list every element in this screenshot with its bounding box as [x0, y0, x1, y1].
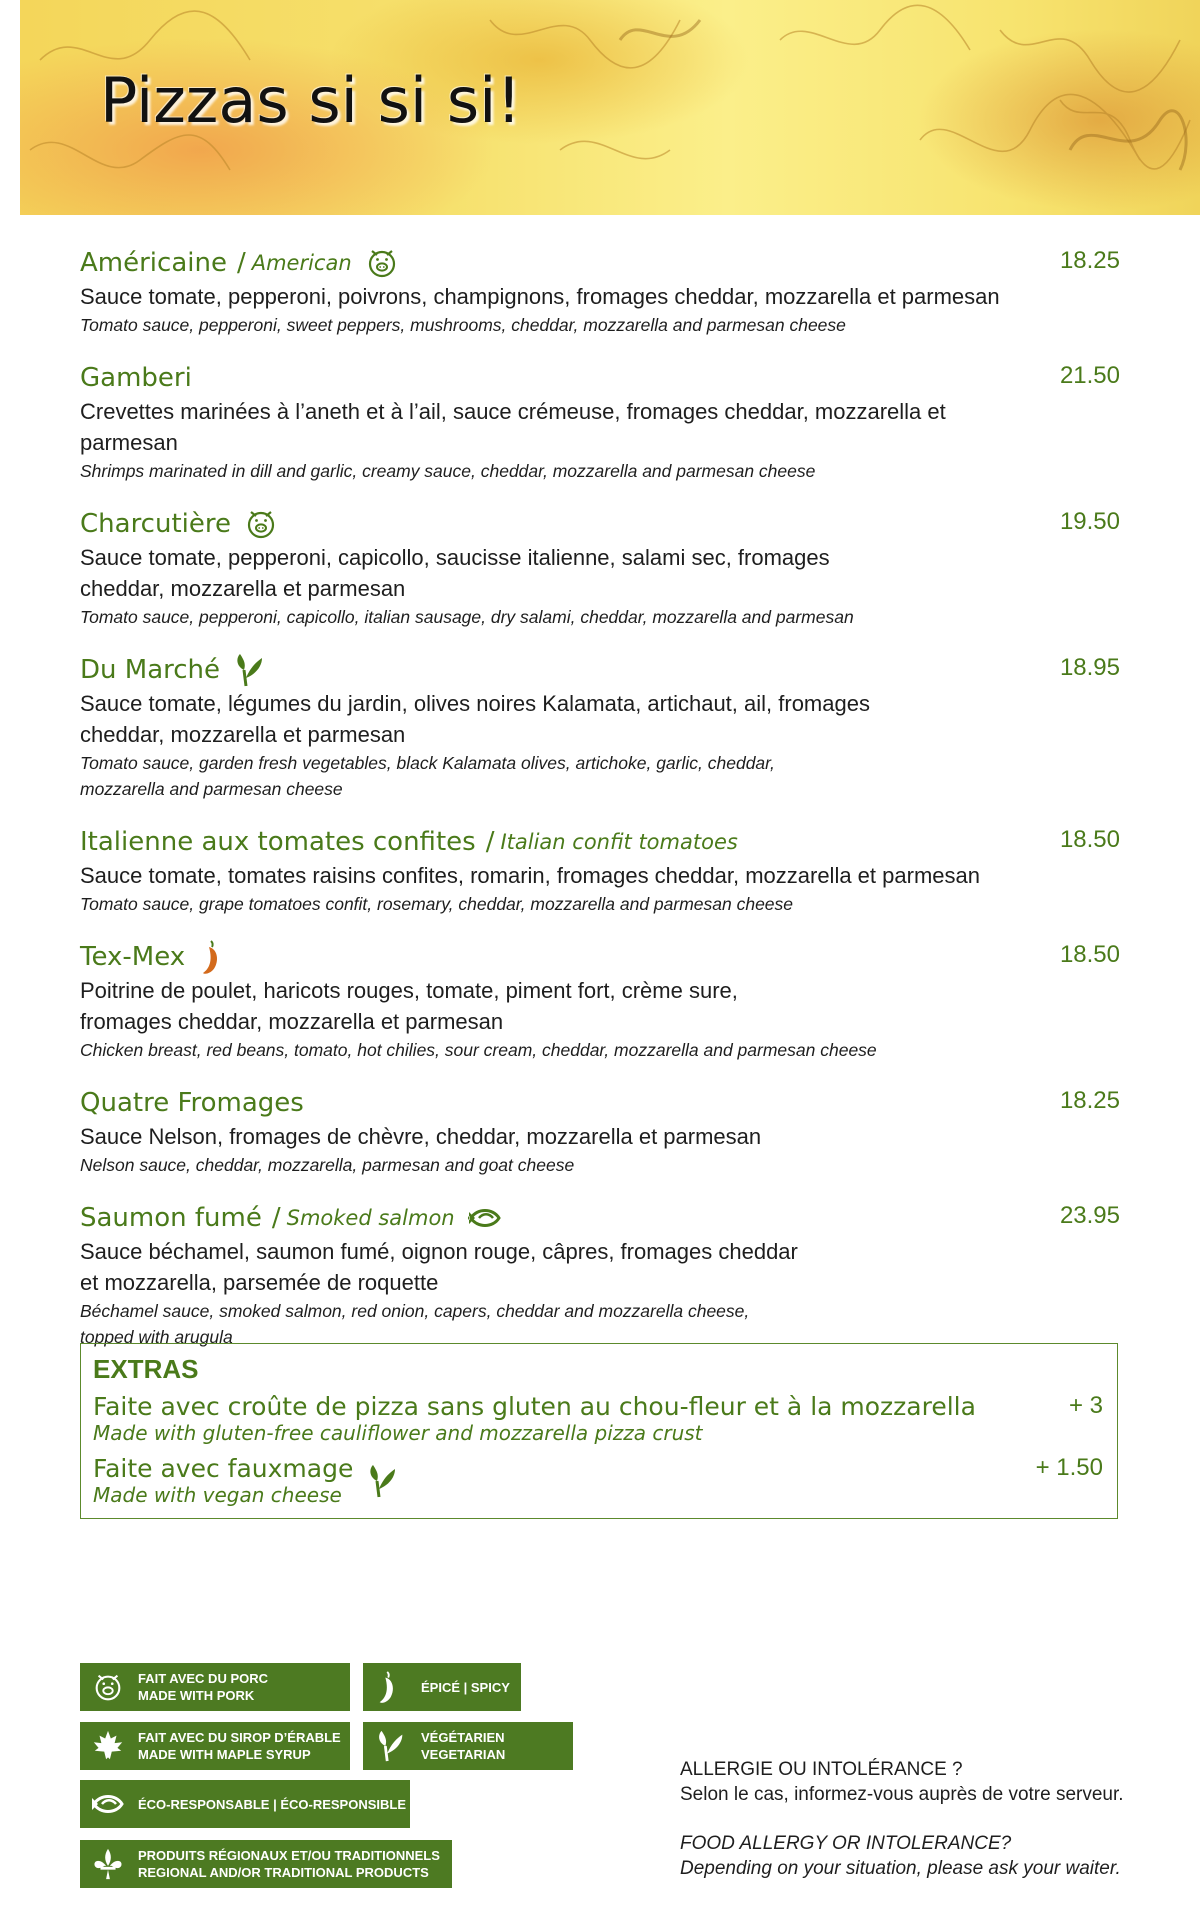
item-price: 18.25	[1059, 247, 1120, 274]
legend-regional	[80, 1840, 452, 1888]
legend-label: ÉCO-RESPONSABLE | ÉCO-RESPONSIBLE	[138, 1796, 407, 1812]
item-description-fr: Poitrine de poulet, haricots rouges, tomate, piment fort, crème sure, fromages cheddar, mozzarella et parmesan	[80, 978, 738, 1034]
extras-box	[80, 1343, 1118, 1519]
legend-label-fr: FAIT AVEC DU PORC	[138, 1671, 269, 1686]
pig-icon	[243, 506, 279, 542]
item-name-en: American	[251, 251, 352, 275]
legend-label-fr: VÉGÉTARIEN	[421, 1730, 505, 1745]
legend-eco	[80, 1780, 410, 1828]
item-price: 18.95	[1059, 654, 1120, 681]
item-name-en: Italian confit tomatoes	[500, 830, 738, 854]
item-price: 21.50	[1059, 362, 1120, 389]
item-price: 18.50	[1059, 826, 1120, 853]
legend-label-en: VEGETARIAN	[421, 1747, 506, 1762]
item-name: Italienne aux tomates confites	[80, 827, 476, 857]
menu-item-italienne	[80, 824, 1120, 917]
item-name: Charcutière	[80, 509, 231, 539]
vegetarian-icon	[365, 1461, 401, 1506]
allergy-text-fr: Selon le cas, informez-vous auprès de votre serveur.	[680, 1784, 1124, 1805]
fish-icon	[467, 1200, 503, 1236]
extra-item-cauliflower-crust	[93, 1392, 1103, 1444]
item-name: Saumon fumé	[80, 1203, 262, 1233]
item-price: 23.95	[1059, 1202, 1120, 1229]
item-separator: /	[236, 248, 246, 278]
item-name-en: Smoked salmon	[286, 1206, 455, 1230]
allergy-title-en: FOOD ALLERGY OR INTOLERANCE?	[680, 1833, 1012, 1854]
item-name: Du Marché	[80, 655, 221, 685]
item-description-en: Tomato sauce, garden fresh vegetables, black Kalamata olives, artichoke, garlic, cheddar, mozzarella and parmesan cheese	[80, 753, 775, 799]
menu-item-quatre-fromages	[80, 1085, 1120, 1178]
menu-item-charcutiere	[80, 506, 1120, 630]
fish-icon	[90, 1786, 126, 1822]
item-separator: /	[485, 827, 495, 857]
item-price: 18.50	[1059, 941, 1120, 968]
allergy-text-en: Depending on your situation, please ask your waiter.	[680, 1858, 1121, 1879]
item-description-en: Shrimps marinated in dill and garlic, creamy sauce, cheddar, mozzarella and parmesan cheese	[80, 461, 816, 481]
item-name: Quatre Fromages	[80, 1088, 304, 1118]
allergy-notice	[680, 1757, 1160, 1881]
item-description-en: Tomato sauce, pepperoni, capicollo, italian sausage, dry salami, cheddar, mozzarella and parmesan	[80, 607, 854, 627]
legend-label-en: MADE WITH PORK	[138, 1688, 255, 1703]
extra-label-en: Made with gluten-free cauliflower and mozzarella pizza crust	[93, 1421, 703, 1445]
item-description-fr: Sauce tomate, légumes du jardin, olives noires Kalamata, artichaut, ail, fromages cheddar, mozzarella et parmesan	[80, 691, 870, 747]
legend-label-en: MADE WITH MAPLE SYRUP	[138, 1747, 311, 1762]
legend-spicy	[363, 1663, 521, 1711]
menu-item-saumon-fume	[80, 1200, 1120, 1350]
chili-pepper-icon	[197, 939, 233, 975]
menu-list	[80, 245, 1120, 1372]
item-description-fr: Sauce tomate, pepperoni, poivrons, champignons, fromages cheddar, mozzarella et parmesan	[80, 284, 1000, 309]
legend-label-fr: FAIT AVEC DU SIROP D’ÉRABLE	[138, 1730, 341, 1745]
menu-item-tex-mex	[80, 939, 1120, 1063]
item-description-en: Tomato sauce, grape tomatoes confit, rosemary, cheddar, mozzarella and parmesan cheese	[80, 894, 794, 914]
legend-label: ÉPICÉ | SPICY	[421, 1679, 510, 1695]
allergy-title-fr: ALLERGIE OU INTOLÉRANCE ?	[680, 1759, 963, 1780]
item-description-en: Béchamel sauce, smoked salmon, red onion, capers, cheddar and mozzarella cheese, topped with arugula	[80, 1301, 750, 1347]
item-separator: /	[271, 1203, 281, 1233]
legend-vegetarian	[363, 1722, 573, 1770]
item-price: 19.50	[1059, 508, 1120, 535]
extras-title: EXTRAS	[93, 1354, 199, 1384]
vegetarian-icon	[373, 1728, 409, 1764]
header-banner	[20, 0, 1200, 215]
menu-item-du-marche	[80, 652, 1120, 802]
extra-label-fr: Faite avec fauxmage	[93, 1454, 354, 1483]
legend-label-fr: PRODUITS RÉGIONAUX ET/OU TRADITIONNELS	[138, 1848, 440, 1863]
legend-maple	[80, 1722, 350, 1770]
item-description-en: Chicken breast, red beans, tomato, hot chilies, sour cream, cheddar, mozzarella and parmesan cheese	[80, 1040, 877, 1060]
item-name: Américaine	[80, 248, 227, 278]
item-description-fr: Sauce tomate, pepperoni, capicollo, saucisse italienne, salami sec, fromages cheddar, mozzarella et parmesan	[80, 545, 830, 601]
menu-item-americaine	[80, 245, 1120, 338]
item-name: Gamberi	[80, 363, 192, 393]
maple-leaf-icon	[90, 1728, 126, 1764]
page-title: Pizzas si si si!	[100, 64, 522, 137]
menu-item-gamberi	[80, 360, 1120, 484]
chili-pepper-icon	[373, 1669, 409, 1705]
extra-label-en: Made with vegan cheese	[93, 1483, 342, 1507]
item-description-fr: Crevettes marinées à l’aneth et à l’ail, sauce crémeuse, fromages cheddar, mozzarella et parmesan	[80, 399, 946, 455]
item-description-en: Nelson sauce, cheddar, mozzarella, parmesan and goat cheese	[80, 1155, 575, 1175]
extra-label-fr: Faite avec croûte de pizza sans gluten au chou-fleur et à la mozzarella	[93, 1392, 976, 1421]
vegetarian-icon	[232, 652, 268, 688]
item-description-fr: Sauce tomate, tomates raisins confites, romarin, fromages cheddar, mozzarella et parmesan	[80, 863, 980, 888]
legend-pork	[80, 1663, 350, 1711]
extra-item-vegan-cheese	[93, 1454, 1103, 1506]
item-name: Tex-Mex	[80, 942, 186, 972]
item-description-en: Tomato sauce, pepperoni, sweet peppers, mushrooms, cheddar, mozzarella and parmesan cheese	[80, 315, 846, 335]
item-price: 18.25	[1059, 1087, 1120, 1114]
item-description-fr: Sauce Nelson, fromages de chèvre, cheddar, mozzarella et parmesan	[80, 1124, 762, 1149]
extra-price: + 3	[1068, 1392, 1103, 1419]
legend-label-en: REGIONAL AND/OR TRADITIONAL PRODUCTS	[138, 1865, 429, 1880]
item-description-fr: Sauce béchamel, saumon fumé, oignon rouge, câpres, fromages cheddar et mozzarella, parsemée de roquette	[80, 1239, 798, 1295]
fleur-de-lis-icon	[90, 1846, 126, 1882]
pig-icon	[364, 245, 400, 281]
extra-price: + 1.50	[1035, 1454, 1103, 1481]
pig-icon	[90, 1669, 126, 1705]
